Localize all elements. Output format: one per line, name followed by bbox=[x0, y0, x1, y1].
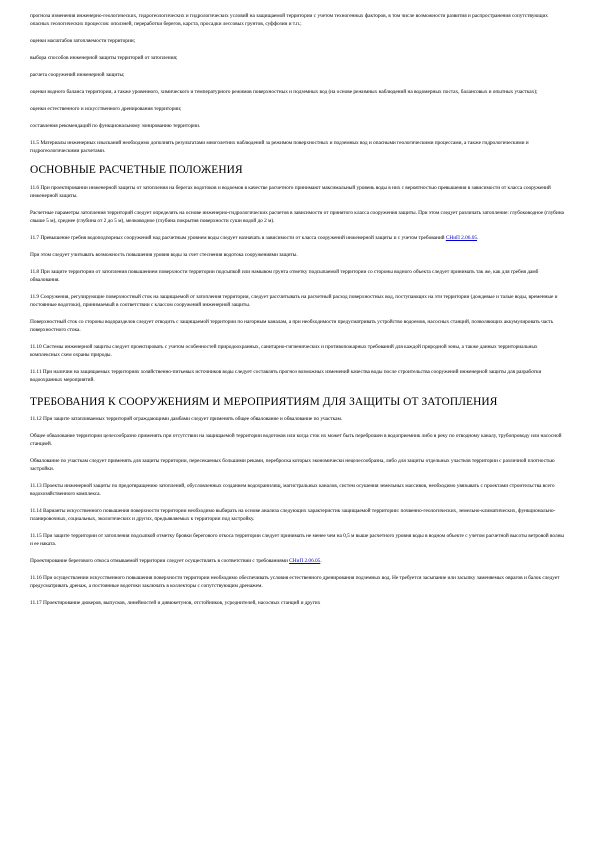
text-fragment: 11.10 Системы инженерной защиты следует проектировать с учетом особенностей природоохранных, санитарно-гигиенических и противопожарных требований для каждой природной зоны, а также данных территориальных комплексных схем охраны природы. bbox=[30, 344, 538, 358]
paragraph bbox=[30, 139, 566, 155]
text-fragment: ТРЕБОВАНИЯ К СООРУЖЕНИЯМ И МЕРОПРИЯТИЯМ ДЛЯ ЗАЩИТЫ ОТ ЗАТОПЛЕНИЯ bbox=[30, 396, 498, 408]
section-heading bbox=[30, 164, 566, 177]
text-fragment: Обвалование по участкам следует применять для защиты территории, пересекаемых большими реками, переброска которых экономически нецелесообразна, либо для защиты отдельных участков территории с различной плотностью застройки. bbox=[30, 458, 555, 472]
text-fragment: 11.8 При защите территории от затопления повышением поверхности территории подсыпкой или намывом грунта отметку подсыпаемой территории со стороны водного объекта следует принимать так же, как для гребня дамб обвалования. bbox=[30, 269, 539, 283]
text-fragment: 11.12 При защите затапливаемых территорий ограждающими дамбами следует применять общее обвалование и обвалование по участкам. bbox=[30, 416, 343, 422]
paragraph bbox=[30, 88, 566, 96]
text-fragment: оценки водного баланса территории, а также уровенного, химического и температурного режимов поверхностных и подземных вод (на основе режимных наблюдений на водомерных постах, балансовых и опытных участках); bbox=[30, 89, 538, 95]
paragraph bbox=[30, 293, 566, 309]
text-fragment: 11.15 При защите территории от затопления подсыпкой отметку бровки берегового откоса территории следует принимать не менее чем на 0,5 м выше расчетного уровня воды в водном объекте с учетом расчетной высоты ветровой волны и ее наката. bbox=[30, 533, 565, 547]
text-fragment: . bbox=[477, 235, 479, 241]
text-fragment: составления рекомендаций по функциональному зонированию территории. bbox=[30, 123, 201, 129]
text-fragment: 11.7 Превышение гребня водоподпорных сооружений над расчетным уровнем воды следует назначать в зависимости от класса сооружений инженерной защиты и с учетом требований bbox=[30, 235, 446, 241]
paragraph bbox=[30, 457, 566, 473]
text-fragment: 11.11 При наличии на защищаемых территориях хозяйственно-питьевых источников воды следует составлять прогноз возможных изменений качества воды после строительства сооружений инженерной защиты для разработки водоохранных мероприятий. bbox=[30, 369, 542, 383]
paragraph bbox=[30, 574, 566, 590]
paragraph bbox=[30, 507, 566, 523]
paragraph bbox=[30, 122, 566, 130]
paragraph bbox=[30, 368, 566, 384]
text-fragment: оценки естественного и искусственного дренирования территории; bbox=[30, 106, 182, 112]
paragraph bbox=[30, 482, 566, 498]
paragraph bbox=[30, 234, 566, 242]
text-fragment: 11.14 Варианты искусственного повышения поверхности территории необходимо выбирать на основе анализа следующих характеристик защищаемой территории: почвенно-геологических, земельно-климатических, функционально-планировочных, социальных, экологических и других, предъявляемых к территории под застройку. bbox=[30, 508, 556, 522]
document-link[interactable]: СНиП 2.06.05 bbox=[289, 558, 321, 564]
paragraph bbox=[30, 209, 566, 225]
text-fragment: 11.6 При проектировании инженерной защиты от затопления на берегах водотоков и водоемов в качестве расчетного принимают максимальный уровень воды в них с вероятностью превышения в зависимости от класса сооружений инженерной защиты. bbox=[30, 185, 551, 199]
paragraph bbox=[30, 318, 566, 334]
text-fragment: выбора способов инженерной защиты территорий от затопления; bbox=[30, 55, 178, 61]
text-fragment: Общее обвалование территории целесообразно применять при отсутствии на защищаемой территории водотоков или когда сток их может быть переброшен в водоприемник либо в реку по отводному каналу, трубопроводу или насосной станцией. bbox=[30, 433, 562, 447]
text-fragment: 11.5 Материалы инженерных изысканий необходимо дополнять результатами многолетних наблюдений за режимом поверхностных и подземных вод и опасными геологическими процессами, а также гидрологическими и гидрогеологическими расчетами. bbox=[30, 140, 529, 154]
paragraph bbox=[30, 54, 566, 62]
text-fragment: 11.13 Проекты инженерной защиты по предотвращению затоплений, обусловленных созданием водохранилищ, магистральных каналов, систем осушения земельных массивов, необходимо увязывать с проектами строительства всего водохозяйственного комплекса. bbox=[30, 483, 555, 497]
paragraph bbox=[30, 557, 566, 565]
text-fragment: 11.9 Сооружения, регулирующие поверхностный сток на защищаемой от затопления территории, следует рассчитывать на расчетный расход поверхностных вод, поступающих на эти территории (дождевые и талые воды, временные и постоянные водотоки), принимаемый в соответствии с классом сооружений инженерной защиты. bbox=[30, 294, 558, 308]
paragraph bbox=[30, 432, 566, 448]
text-fragment: ОСНОВНЫЕ РАСЧЕТНЫЕ ПОЛОЖЕНИЯ bbox=[30, 164, 243, 176]
text-fragment: прогноза изменения инженерно-геологических, гидрогеологических и гидрологических условий на защищаемой территории с учетом техногенных факторов, в том числе возможности развития и распространения сопутствующих опасных геологических процессов: оползней, переработки берегов, карста, просадки лессовых грунтов, суффозии и т.п.; bbox=[30, 13, 548, 27]
text-fragment: Поверхностный сток со стороны водоразделов следует отводить с защищаемой территории по нагорным каналам, а при необходимости предусматривать устройство водоемов, насосных станций, позволяющих аккумулировать часть поверхностного стока. bbox=[30, 319, 554, 333]
document-link[interactable]: СНиП 2.06.05 bbox=[445, 235, 477, 241]
paragraph bbox=[30, 268, 566, 284]
text-fragment: Проектирование берегового откоса отмываемой территории следует осуществлять в соответствии с требованиями bbox=[30, 558, 290, 564]
paragraph bbox=[30, 37, 566, 45]
paragraph bbox=[30, 415, 566, 423]
paragraph bbox=[30, 343, 566, 359]
paragraph bbox=[30, 599, 566, 607]
document-page bbox=[30, 12, 566, 616]
text-fragment: . bbox=[320, 558, 322, 564]
text-fragment: При этом следует учитывать возможность повышения уровня воды за счет стеснения водотока сооружениями защиты. bbox=[30, 252, 298, 258]
text-fragment: 11.17 Проектирование дюкеров, выпусков, линейностей и дивюкетунов, отстойников, усреднителей, насосных станций и других bbox=[30, 600, 321, 606]
text-fragment: Расчетные параметры затопления территорий следует определять на основе инженерно-гидрологических расчетов в зависимости от принятого класса сооружения защиты. При этом следует различать затопление: глубоководное (глубина свыше 5 м), среднее (глубина от 2 до 5 м), мелководное (глубина покрытия поверхности суши водой до 2 м). bbox=[30, 210, 564, 224]
paragraph bbox=[30, 71, 566, 79]
section-heading bbox=[30, 393, 566, 411]
paragraph bbox=[30, 105, 566, 113]
paragraph bbox=[30, 12, 566, 28]
paragraph bbox=[30, 251, 566, 259]
text-fragment: оценки масштабов затопляемости территории; bbox=[30, 38, 136, 44]
paragraph bbox=[30, 532, 566, 548]
text-fragment: 11.16 При осуществлении искусственного повышения поверхности территории необходимо обеспечивать условия естественного дренирования подземных вод. Не требуется засыпание или засыпку заменяемых оврагов и балок следует предусматривать дренаж, а постоянные водотоки заключать в коллекторы с сопутствующим дренажем. bbox=[30, 575, 560, 589]
text-fragment: расчета сооружений инженерной защиты; bbox=[30, 72, 125, 78]
paragraph bbox=[30, 184, 566, 200]
